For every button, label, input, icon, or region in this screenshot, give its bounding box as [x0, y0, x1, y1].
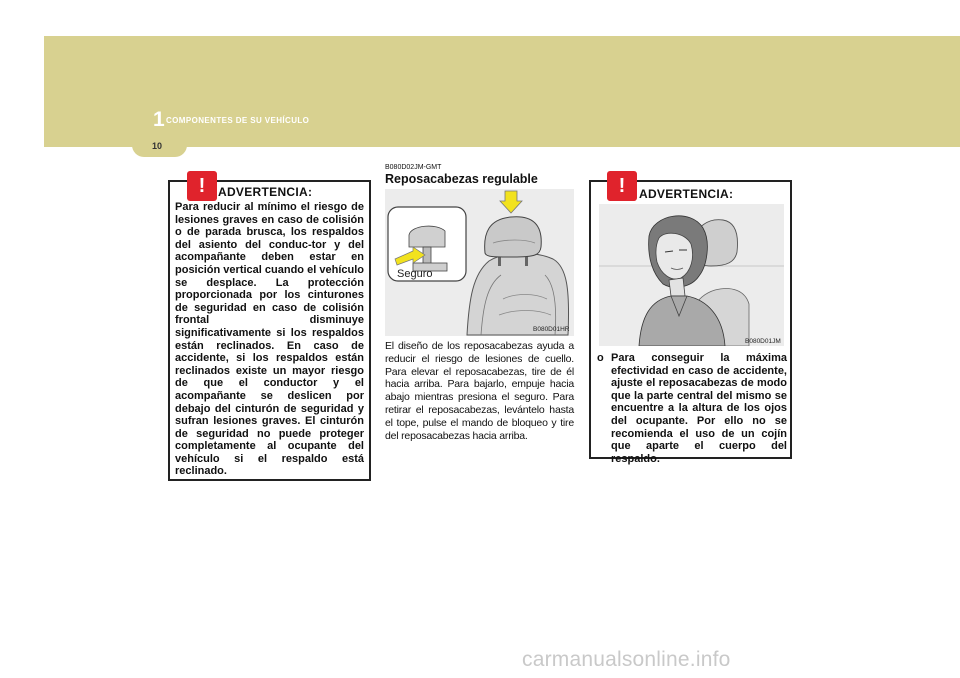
watermark: carmanualsonline.info: [522, 648, 731, 671]
bullet-mark: o: [597, 352, 604, 364]
warning-title: ADVERTENCIA:: [639, 187, 734, 201]
section-heading: Reposacabezas regulable: [385, 172, 538, 186]
warning-title: ADVERTENCIA:: [218, 185, 313, 199]
warning-icon: !: [187, 171, 217, 201]
headrest-figure: [385, 189, 574, 336]
right-warning-box: [589, 175, 792, 465]
warning-icon: !: [607, 171, 637, 201]
left-warning-box: [168, 175, 371, 481]
warning-text: Para conseguir la máxima efectividad en caso de accidente, ajuste el reposacabezas de modo que la parte central del mismo se encuentre a la altura de los ojos del ocupante. Por ello no se recomienda el uso de un cojín que aparte el cuerpo del respaldo.: [611, 352, 787, 465]
warning-text: Para reducir al mínimo el riesgo de lesiones graves en caso de colisión o de parada brusca, los respaldos del asiento del conduc-tor y del acompañante deben estar en posición vertical cuando el vehículo se desplace. La protección proporcionada por los cinturones de seguridad en caso de colisión frontal disminuye significativamente si los respaldos están reclinados. En caso de accidente, si los respaldos están reclinados existe un mayor riesgo de que el conductor y el acompañante se deslicen por debajo del cinturón de seguridad y sufran lesiones graves. El cinturón de seguridad no puede proteger completamente al ocupante del vehículo si el respaldo está reclinado.: [175, 201, 364, 478]
headrest-illustration: [385, 189, 574, 336]
occupant-figure: [599, 204, 784, 346]
up-arrow-icon: [500, 191, 522, 213]
chapter-title: COMPONENTES DE SU VEHÍCULO: [166, 116, 310, 125]
figure-code: B080D01HR: [533, 326, 570, 333]
figure-code: B080D01JM: [745, 338, 781, 345]
headrest-body-text: El diseño de los reposacabezas ayuda a reducir el riesgo de lesiones de cuello. Para elevar el reposacabezas, tire de él hacia arriba. Para bajarlo, empuje hacia abajo mientras presiona el seguro. Para retirar el reposacabezas, levántelo hasta el tope, pulse el mando de bloqueo y tire del reposacabezas hacia arriba.: [385, 340, 574, 442]
chapter-number: 1: [153, 108, 165, 131]
page-number: 10: [152, 141, 163, 151]
figure-label-seguro: Seguro: [397, 268, 433, 280]
section-code: B080D02JM-GMT: [385, 164, 442, 171]
occupant-illustration: [599, 204, 784, 346]
